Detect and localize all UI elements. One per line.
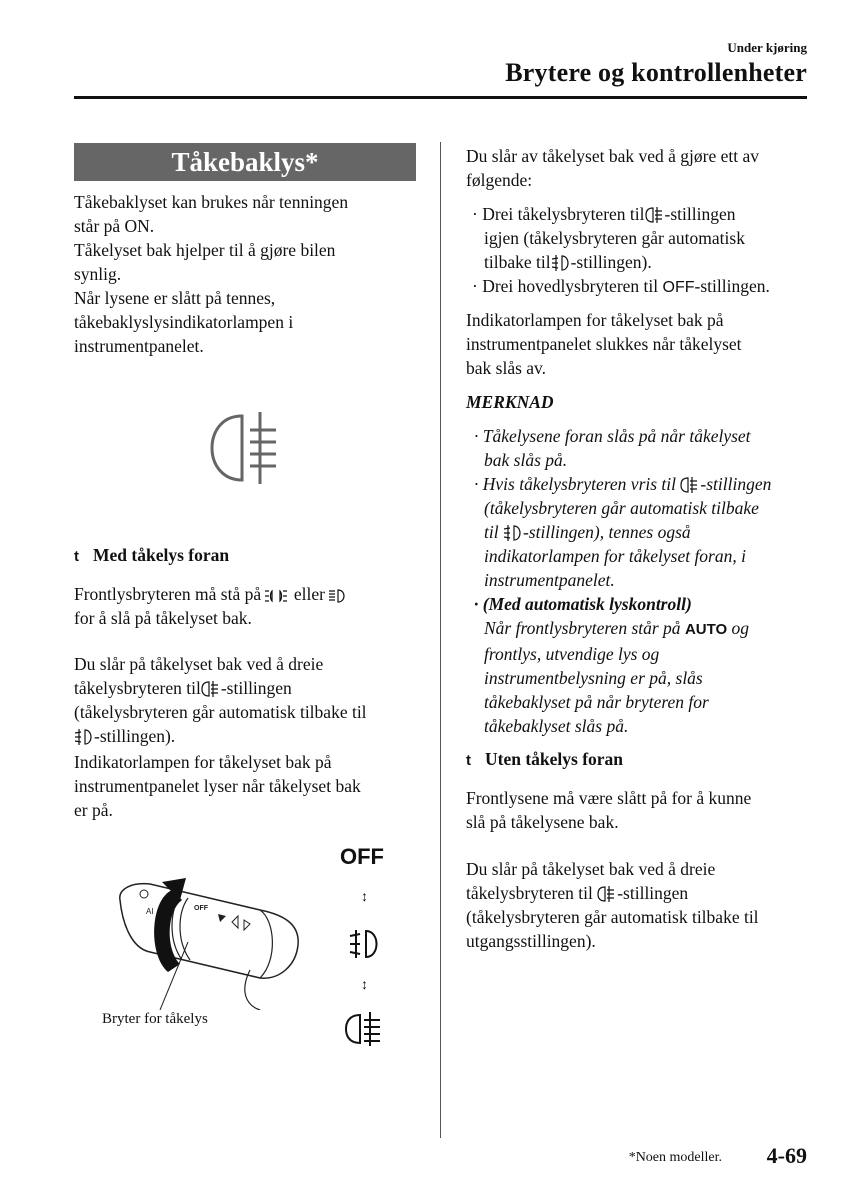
footnote: *Noen modeller. bbox=[628, 1150, 722, 1165]
page-number: 4-69 bbox=[766, 1143, 807, 1168]
switch-off-label: OFF bbox=[194, 905, 208, 912]
header-section: Under kjøring bbox=[727, 40, 807, 55]
section-heading: Tåkebaklys* bbox=[74, 143, 416, 181]
headlight-icon bbox=[329, 589, 349, 603]
rear-fog-icon bbox=[201, 681, 221, 697]
no-front-fog-paragraph-1: Frontlysene må være slått på for å kunne slå på tåkelysene bak. bbox=[466, 788, 752, 832]
rear-fog-indicator-icon bbox=[206, 410, 286, 486]
front-fog-icon bbox=[551, 255, 571, 271]
parking-light-icon bbox=[265, 589, 289, 603]
figure-off-label: OFF bbox=[340, 844, 384, 869]
front-fog-paragraph-3: Indikatorlampen for tåkelyset bak på instrumentpanelet lyser når tåkelyset bak er på. bbox=[74, 752, 361, 820]
indicator-off-paragraph: Indikatorlampen for tåkelyset bak på instrumentpanelet slukkes når tåkelyset bak slås av. bbox=[466, 310, 742, 378]
subheading-front-fog: t Med tåkelys foran bbox=[74, 545, 230, 565]
intro-text: Tåkebaklyset kan brukes når tenningen står på ON. Tåkelyset bak hjelper til å gjøre bilen synlig. Når lysene er slått på tennes, tåkebaklyslysindikatorlampen i instrumentpanelet. bbox=[74, 192, 349, 356]
rear-fog-icon bbox=[680, 477, 700, 493]
rear-fog-icon bbox=[645, 207, 665, 223]
subheading-no-front-fog: t Uten tåkelys foran bbox=[466, 749, 624, 769]
note-list: · Tåkelysene foran slås på når tåkelyset bak slås på. · Hvis tåkelysbryteren vris til -stillingen (tåkelysbryteren går automatisk tilbake til -stillingen), tennes også indikatorlampen for tåkelyset foran, i instrumentpanelet. · (Med automatisk lyskontroll) Når frontlysbryteren står på AUTO og frontlys, utvendige lys og instrumentbelysning er på, slås tåkebaklyset på når bryteren for tåkebaklyset slås på. bbox=[474, 426, 772, 736]
front-fog-icon bbox=[503, 525, 523, 541]
turn-off-intro: Du slår av tåkelyset bak ved å gjøre ett av følgende: bbox=[466, 146, 760, 190]
fog-switch-illustration bbox=[110, 860, 310, 1010]
front-fog-position-icon bbox=[348, 928, 382, 960]
figure-caption: Bryter for tåkelys bbox=[102, 1011, 208, 1027]
turn-off-bullets: · Drei tåkelysbryteren til -stillingen igjen (tåkelysbryteren går automatisk tilbake til -stillingen). · Drei hovedlysbryteren til OFF-stillingen. bbox=[472, 204, 770, 296]
rear-fog-position-icon bbox=[344, 1012, 384, 1046]
no-front-fog-paragraph-2: Du slår på tåkelyset bak ved å dreie tåkelysbryteren til -stillingen (tåkelysbryteren går automatisk tilbake til utgangsstillingen). bbox=[466, 859, 759, 951]
note-title: MERKNAD bbox=[466, 392, 554, 412]
svg-text:AI: AI bbox=[146, 907, 154, 916]
page-title: Brytere og kontrollenheter bbox=[505, 58, 807, 87]
front-fog-paragraph-2: Du slår på tåkelyset bak ved å dreie tåkelysbryteren til -stillingen (tåkelysbryteren går automatisk tilbake til -stillingen). bbox=[74, 654, 367, 746]
header-rule bbox=[74, 96, 807, 99]
rear-fog-icon bbox=[597, 886, 617, 902]
arrow-updown-2: ↕ bbox=[361, 978, 368, 993]
front-fog-icon bbox=[74, 729, 94, 745]
column-divider bbox=[440, 142, 441, 1138]
front-fog-paragraph-1: Frontlysbryteren må stå på eller for å slå på tåkelyset bak. bbox=[74, 582, 424, 630]
arrow-updown-1: ↕ bbox=[361, 890, 368, 905]
